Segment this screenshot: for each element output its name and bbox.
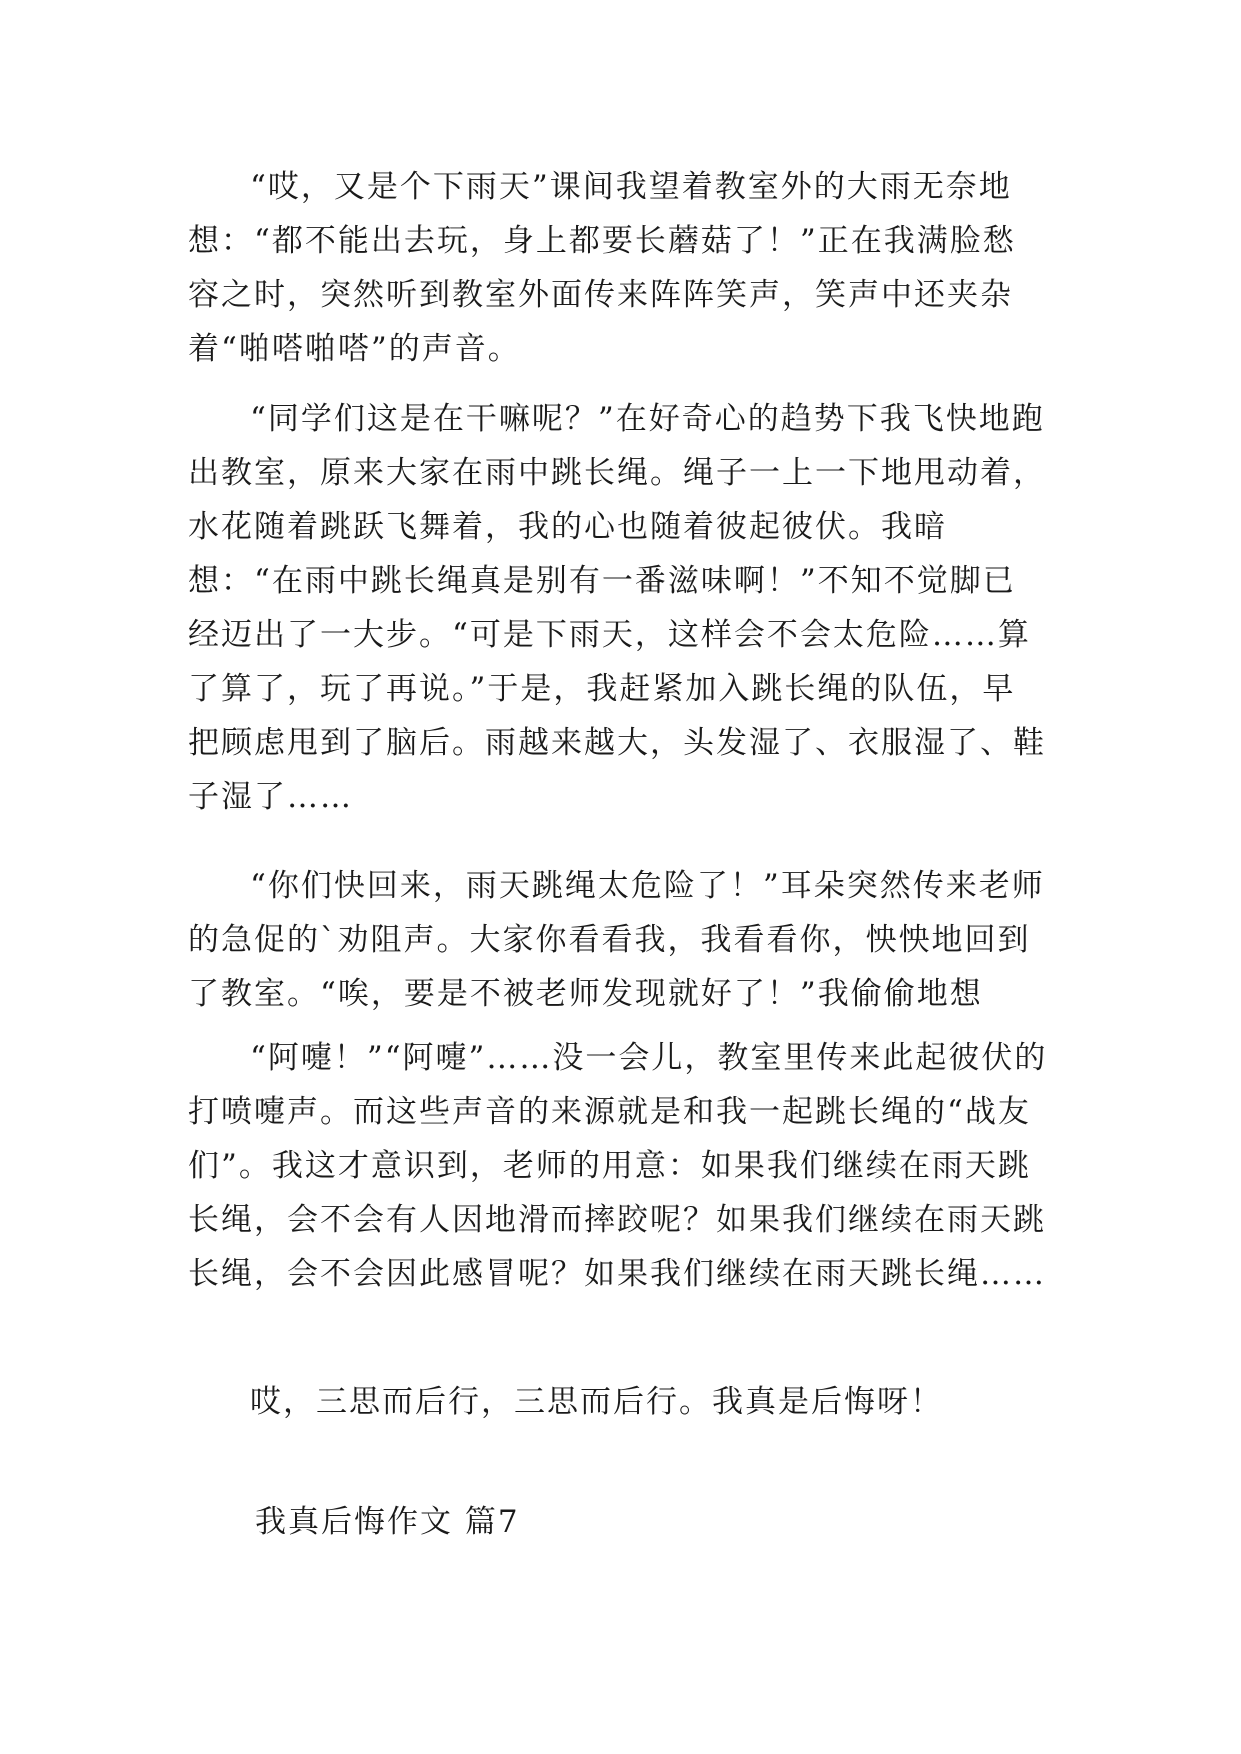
paragraph-5: 哎，三思而后行，三思而后行。我真是后悔呀！	[250, 1384, 943, 1420]
paragraph-4: “阿嚏！”“阿嚏”……没一会儿，教室里传来此起彼伏的打喷嚏声。而这些声音的来源就是和我一起跳长绳的“战友们”。我这才意识到，老师的用意：如果我们继续在雨天跳长绳，会不会有人因地滑而摔跤呢？如果我们继续在雨天跳长绳，会不会因此感冒呢？如果我们继续在雨天跳长绳……	[188, 1040, 1048, 1292]
paragraph-2: “同学们这是在干嘛呢？”在好奇心的趋势下我飞快地跑出教室，原来大家在雨中跳长绳。绳子一上一下地甩动着，水花随着跳跃飞舞着，我的心也随着彼起彼伏。我暗想：“在雨中跳长绳真是别有一番滋味啊！”不知不觉脚已经迈出了一大步。“可是下雨天，这样会不会太危险……算了算了，玩了再说。”于是，我赶紧加入跳长绳的队伍，早把顾虑甩到了脑后。雨越来越大，头发湿了、衣服湿了、鞋子湿了……	[188, 401, 1046, 815]
paragraph-1: “哎，又是个下雨天”课间我望着教室外的大雨无奈地想：“都不能出去玩，身上都要长蘑菇了！”正在我满脸愁容之时，突然听到教室外面传来阵阵笑声，笑声中还夹杂着“啪嗒啪嗒”的声音。	[188, 169, 1016, 367]
next-essay-heading: 我真后悔作文 篇7	[255, 1504, 520, 1540]
paragraph-3: “你们快回来，雨天跳绳太危险了！”耳朵突然传来老师的急促的`劝阻声。大家你看看我，我看看你，怏怏地回到了教室。“唉，要是不被老师发现就好了！”我偷偷地想	[188, 868, 1045, 1012]
